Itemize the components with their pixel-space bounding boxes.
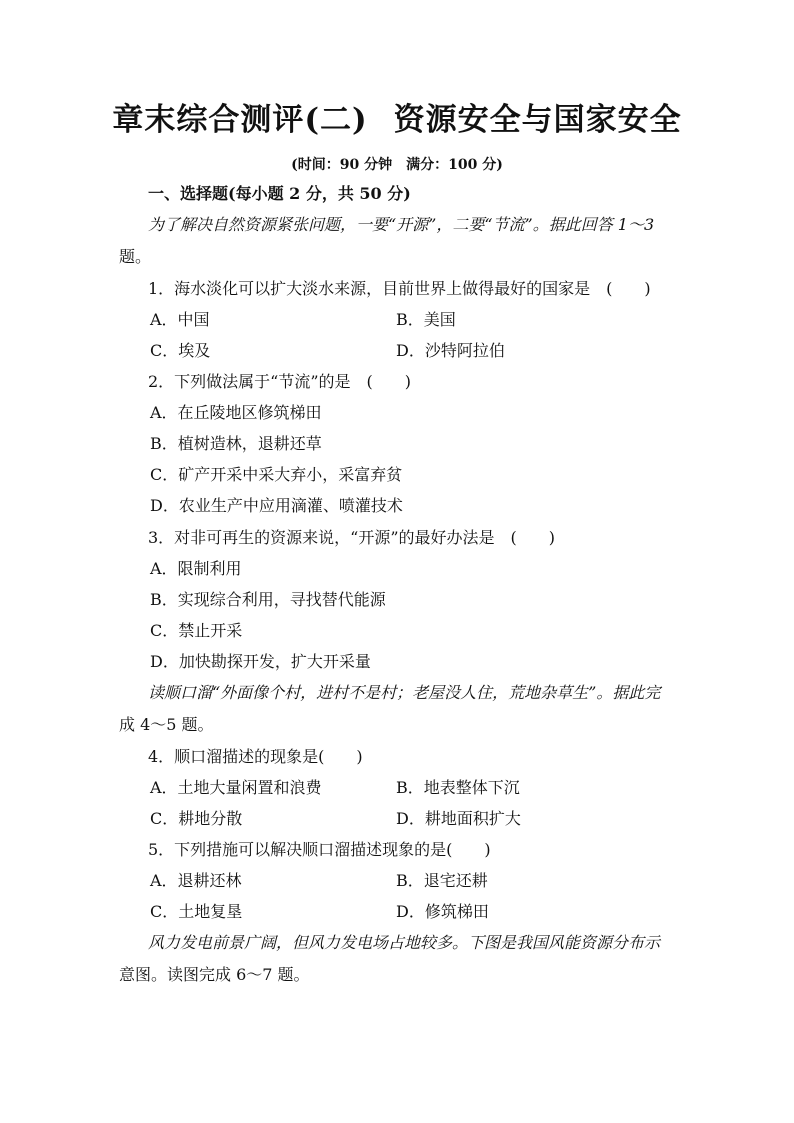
question-1-stem: 1．海水淡化可以扩大淡水来源，目前世界上做得最好的国家是 ( ) <box>148 279 651 298</box>
material-1-line-1: 为了解决自然资源紧张问题，一要“开源”，二要“节流”。据此回答 1～3 <box>148 215 655 234</box>
q5-option-c: C．土地复垦 <box>150 902 243 921</box>
q5-option-b: B．退宅还耕 <box>396 871 488 890</box>
q4-option-c: C．耕地分散 <box>150 809 243 828</box>
q2-option-b: B．植树造林，退耕还草 <box>150 434 322 453</box>
question-2-stem: 2．下列做法属于“节流”的是 ( ) <box>148 372 412 391</box>
q4-option-b: B．地表整体下沉 <box>396 778 520 797</box>
question-5-stem: 5．下列措施可以解决顺口溜描述现象的是( ) <box>148 840 491 859</box>
material-2-line-2: 成 4～5 题。 <box>119 715 214 734</box>
material-3-line-2: 意图。读图完成 6～7 题。 <box>119 965 310 984</box>
section-heading: 一、选择题(每小题 2 分，共 50 分) <box>148 184 411 203</box>
q1-option-b: B．美国 <box>396 310 456 329</box>
q3-option-a: A．限制利用 <box>150 559 242 578</box>
q3-option-b: B．实现综合利用，寻找替代能源 <box>150 590 386 609</box>
page-title <box>0 94 794 139</box>
q1-option-d: D．沙特阿拉伯 <box>396 341 505 360</box>
title-sub: 资源安全与国家安全 <box>393 102 682 138</box>
q1-option-c: C．埃及 <box>150 341 211 360</box>
material-2-line-1: 读顺口溜“外面像个村，进村不是村；老屋没人住，荒地杂草生”。据此完 <box>148 683 661 702</box>
q1-option-a: A．中国 <box>150 310 210 329</box>
q4-option-a: A．土地大量闲置和浪费 <box>150 778 322 797</box>
q3-option-c: C．禁止开采 <box>150 621 243 640</box>
title-main: 章末综合测评(二) <box>112 102 368 138</box>
material-3-line-1: 风力发电前景广阔，但风力发电场占地较多。下图是我国风能资源分布示 <box>148 933 661 952</box>
exam-info <box>0 154 794 174</box>
q4-option-d: D．耕地面积扩大 <box>396 809 521 828</box>
q3-option-d: D．加快勘探开发，扩大开采量 <box>150 652 371 671</box>
material-1-line-2: 题。 <box>119 247 152 266</box>
q2-option-d: D．农业生产中应用滴灌、喷灌技术 <box>150 496 403 515</box>
score-info: 满分：100 分) <box>406 157 503 173</box>
question-3-stem: 3．对非可再生的资源来说，“开源”的最好办法是 ( ) <box>148 528 556 547</box>
question-4-stem: 4．顺口溜描述的现象是( ) <box>148 747 363 766</box>
q2-option-c: C．矿产开采中采大弃小，采富弃贫 <box>150 465 403 484</box>
q5-option-d: D．修筑梯田 <box>396 902 489 921</box>
q5-option-a: A．退耕还林 <box>150 871 242 890</box>
time-info: (时间：90 分钟 <box>291 157 393 173</box>
q2-option-a: A．在丘陵地区修筑梯田 <box>150 403 322 422</box>
